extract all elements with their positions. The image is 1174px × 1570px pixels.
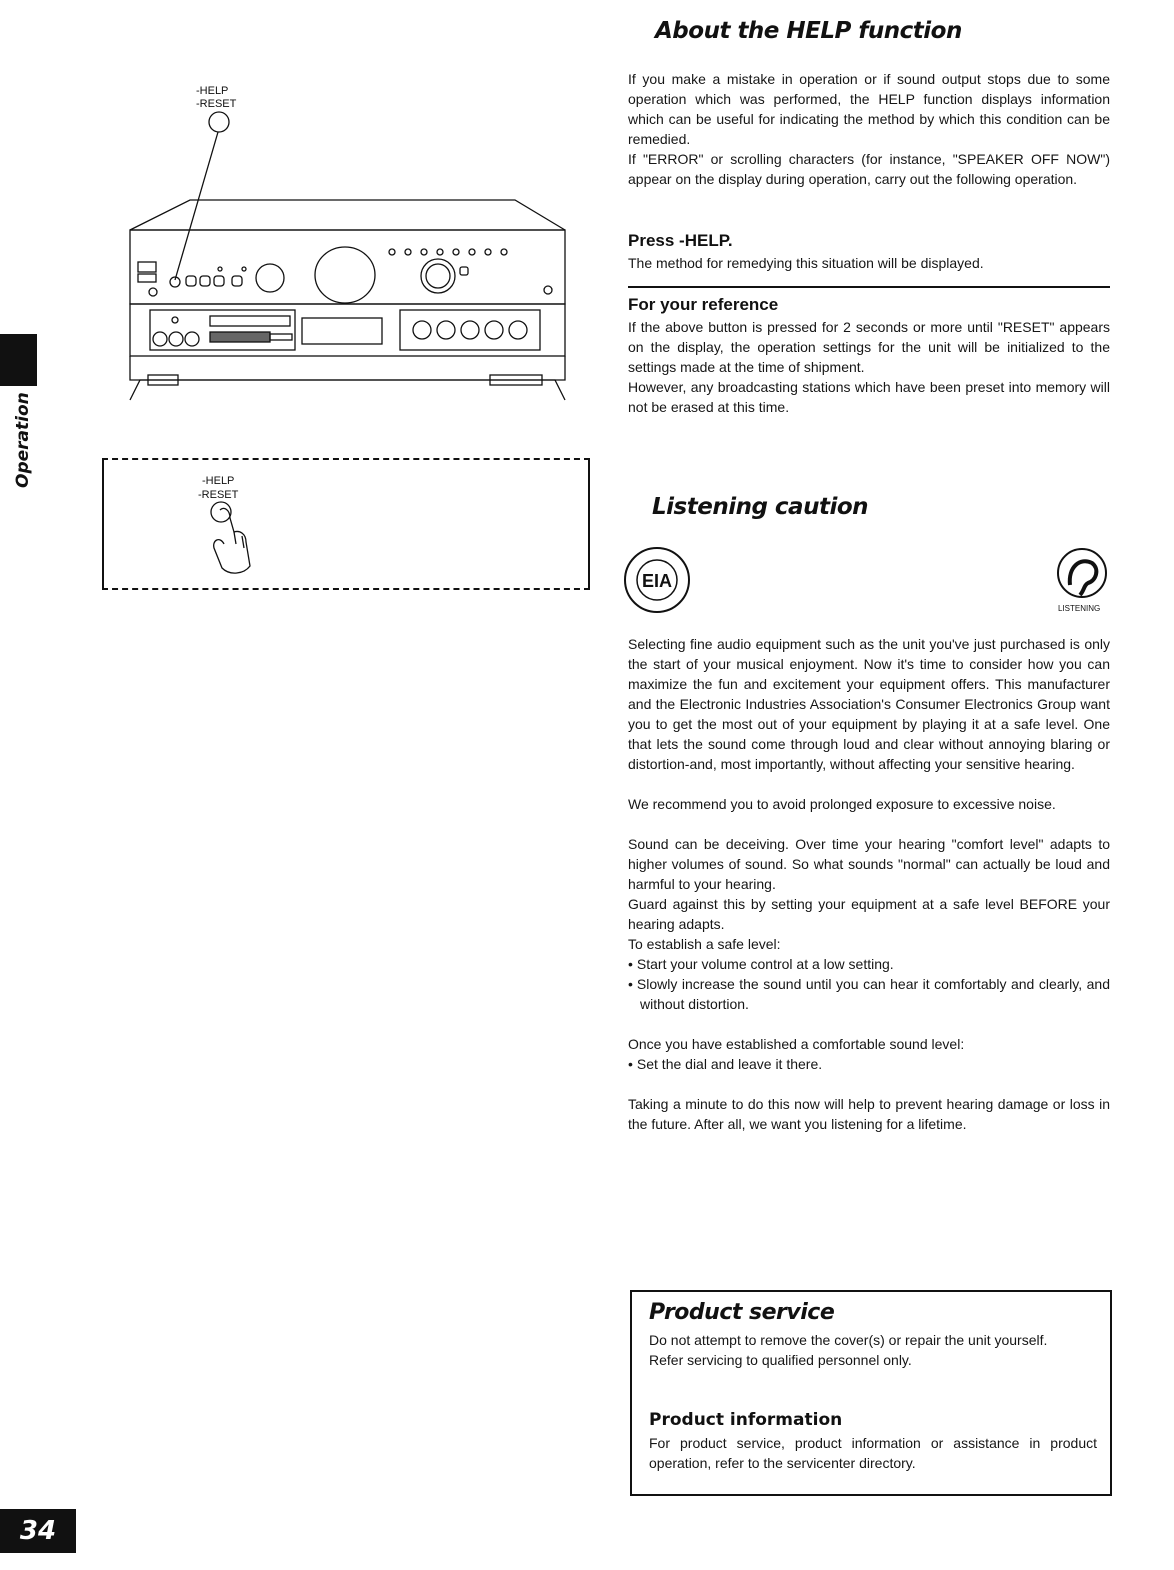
help-section-body [628, 69, 1110, 189]
listening-para-3a: Sound can be deceiving. Over time your hearing "comfort level" adapts to higher volumes of sound. So what sounds "normal" can actually be loud and harmful to your hearing. [628, 836, 1110, 892]
section-divider [628, 286, 1110, 288]
listening-para-2: We recommend you to avoid prolonged exposure to excessive noise. [628, 796, 1056, 812]
press-help-heading: Press -HELP. [628, 231, 733, 250]
finger-press-illustration [190, 470, 290, 580]
product-service-text-1: Do not attempt to remove the cover(s) or repair the unit yourself. [649, 1332, 1048, 1348]
reference-text-2: However, any broadcasting stations which have been preset into memory will not be erased at this time. [628, 379, 1110, 415]
help-intro-2: If "ERROR" or scrolling characters (for instance, "SPEAKER OFF NOW") appear on the display during operation, carry out the following operation. [628, 151, 1110, 187]
page-number: 34 [0, 1509, 76, 1553]
reference-body [628, 317, 1110, 417]
product-info-text: For product service, product information or assistance in product operation, refer to the servicenter directory. [649, 1435, 1097, 1471]
section-tab-marker [0, 334, 37, 386]
reset-label-closeup: -RESET [198, 489, 239, 501]
product-info-heading: Product information [649, 1410, 843, 1430]
help-label: -HELP [196, 85, 229, 97]
eia-logo [620, 545, 700, 615]
svg-text:EIA: EIA [642, 571, 673, 591]
listening-para-5: Taking a minute to do this now will help to prevent hearing damage or loss in the future. After all, we want you listening for a lifetime. [628, 1096, 1110, 1132]
press-help-text: The method for remedying this situation will be displayed. [628, 255, 984, 271]
listening-bullet-3: • Set the dial and leave it there. [628, 1054, 1110, 1074]
listening-para-3c: To establish a safe level: [628, 936, 781, 952]
help-label-closeup: -HELP [202, 475, 235, 487]
listening-para-3b: Guard against this by setting your equipment at a safe level BEFORE your hearing adapts. [628, 896, 1110, 932]
product-service-title: Product service [649, 1300, 835, 1325]
reference-heading: For your reference [628, 295, 779, 314]
listening-para-4: Once you have established a comfortable sound level: [628, 1036, 965, 1052]
receiver-illustration [120, 80, 580, 410]
listening-logo [1040, 545, 1120, 617]
listening-para-1: Selecting fine audio equipment such as the unit you've just purchased is only the start of your musical enjoyment. Now it's time to consider how you can maximize the fun and excitement your equipment offers. This manufacturer and the Electronic Industries Association's Consumer Electronics Group want you to get the most out of your equipment by playing it at a safe level. One that lets the sound come through loud and clear without annoying blaring or distortion-and, most importantly, without affecting your sensitive hearing. [628, 636, 1110, 772]
product-service-text-2: Refer servicing to qualified personnel only. [649, 1352, 912, 1368]
reference-text-1: If the above button is pressed for 2 seconds or more until "RESET" appears on the display, the operation settings for the unit will be initialized to the settings made at the time of shipment. [628, 319, 1110, 375]
listening-section-title: Listening caution [652, 494, 869, 520]
reset-label: -RESET [196, 98, 237, 110]
product-service-text [649, 1330, 1097, 1370]
help-section-title: About the HELP function [655, 18, 962, 44]
section-tab-label: Operation [13, 392, 33, 488]
help-intro-1: If you make a mistake in operation or if sound output stops due to some operation which was performed, the HELP function displays information which can be useful for indicating the method by which this condition can be remedied. [628, 71, 1110, 147]
listening-bullet-1: • Start your volume control at a low setting. [628, 954, 1110, 974]
help-button-closeup-frame [102, 458, 590, 590]
listening-bullet-2: • Slowly increase the sound until you can hear it comfortably and clearly, and without distortion. [628, 974, 1110, 1014]
product-service-box [630, 1290, 1112, 1496]
svg-text:LISTENING: LISTENING [1058, 604, 1101, 613]
listening-section-body [628, 634, 1110, 1134]
